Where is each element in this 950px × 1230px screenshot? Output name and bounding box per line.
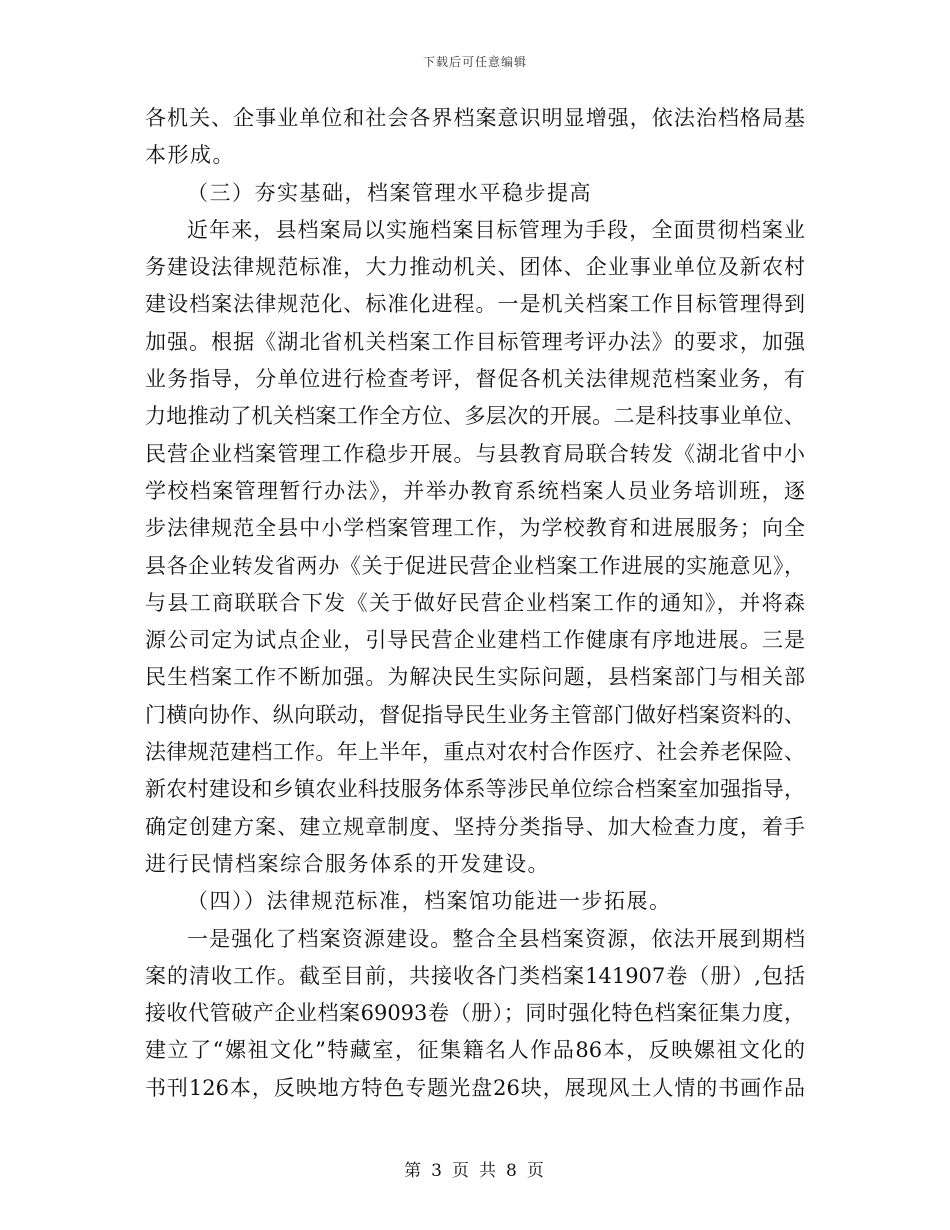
text-line: 与县工商联联合下发《关于做好民营企业档案工作的通知》，并将森 — [145, 590, 805, 615]
page-header: 下载后可任意编辑 — [422, 55, 527, 69]
text-line: 加强。根据《湖北省机关档案工作目标管理考评办法》的要求，加强 — [145, 329, 805, 354]
footer-page-word: 页 — [452, 1161, 471, 1181]
footer-total-pages: 8 — [506, 1161, 519, 1181]
text-line: 建立了“嫘祖文化”特藏室，征集籍名人作品86本，反映嫘祖文化的 — [145, 1038, 805, 1063]
text-line: 民生档案工作不断加强。为解决民生实际问题，县档案部门与相关部 — [145, 665, 805, 690]
page-footer — [0, 1156, 950, 1181]
text-line: 民营企业档案管理工作稳步开展。与县教育局联合转发《湖北省中小 — [145, 441, 805, 466]
text-line: 步法律规范全县中小学档案管理工作，为学校教育和进展服务；向全 — [145, 516, 805, 541]
text-line: 近年来，县档案局以实施档案目标管理为手段，全面贯彻档案业 — [187, 217, 805, 242]
text-line: 源公司定为试点企业，引导民营企业建档工作健康有序地进展。三是 — [145, 628, 805, 653]
text-line: 案的清收工作。截至目前，共接收各门类档案141907卷（册）,包括 — [145, 963, 805, 988]
text-line: 新农村建设和乡镇农业科技服务体系等涉民单位综合档案室加强指导， — [145, 777, 805, 802]
text-line: 本形成。 — [145, 143, 235, 168]
text-line: 一是强化了档案资源建设。整合全县档案资源，依法开展到期档 — [187, 926, 805, 951]
text-line: 学校档案管理暂行办法》，并举办教育系统档案人员业务培训班，逐 — [145, 478, 805, 503]
footer-suffix: 页 — [526, 1161, 546, 1181]
text-line: 县各企业转发省两办《关于促进民营企业档案工作进展的实施意见》， — [145, 553, 805, 578]
text-line: （三）夯实基础，档案管理水平稳步提高 — [187, 180, 592, 205]
document-body — [145, 100, 805, 1107]
text-line: 务建设法律规范标准，大力推动机关、团体、企业事业单位及新农村 — [145, 255, 805, 280]
text-line: 确定创建方案、建立规章制度、坚持分类指导、加大检查力度，着手 — [145, 814, 805, 839]
footer-prefix: 第 — [404, 1161, 424, 1181]
footer-total-word: 共 — [479, 1161, 498, 1181]
text-line: 业务指导，分单位进行检查考评，督促各机关法律规范档案业务，有 — [145, 367, 805, 392]
text-line: 建设档案法律规范化、标准化进程。一是机关档案工作目标管理得到 — [145, 292, 805, 317]
text-line: 接收代管破产企业档案69093卷（册）；同时强化特色档案征集力度， — [145, 1001, 805, 1026]
text-line: 书刊126本，反映地方特色专题光盘26块，展现风土人情的书画作品 — [145, 1075, 805, 1100]
text-line: 力地推动了机关档案工作全方位、多层次的开展。二是科技事业单位、 — [145, 404, 805, 429]
text-line: 各机关、企事业单位和社会各界档案意识明显增强，依法治档格局基 — [145, 106, 805, 130]
text-line: 法律规范建档工作。年上半年，重点对农村合作医疗、社会养老保险、 — [145, 740, 805, 765]
text-line: （四））法律规范标准，档案馆功能进一步拓展。 — [187, 889, 672, 914]
footer-page-number: 3 — [431, 1161, 444, 1181]
text-line: 门横向协作、纵向联动，督促指导民生业务主管部门做好档案资料的、 — [145, 702, 805, 727]
text-line: 进行民情档案综合服务体系的开发建设。 — [145, 851, 550, 876]
